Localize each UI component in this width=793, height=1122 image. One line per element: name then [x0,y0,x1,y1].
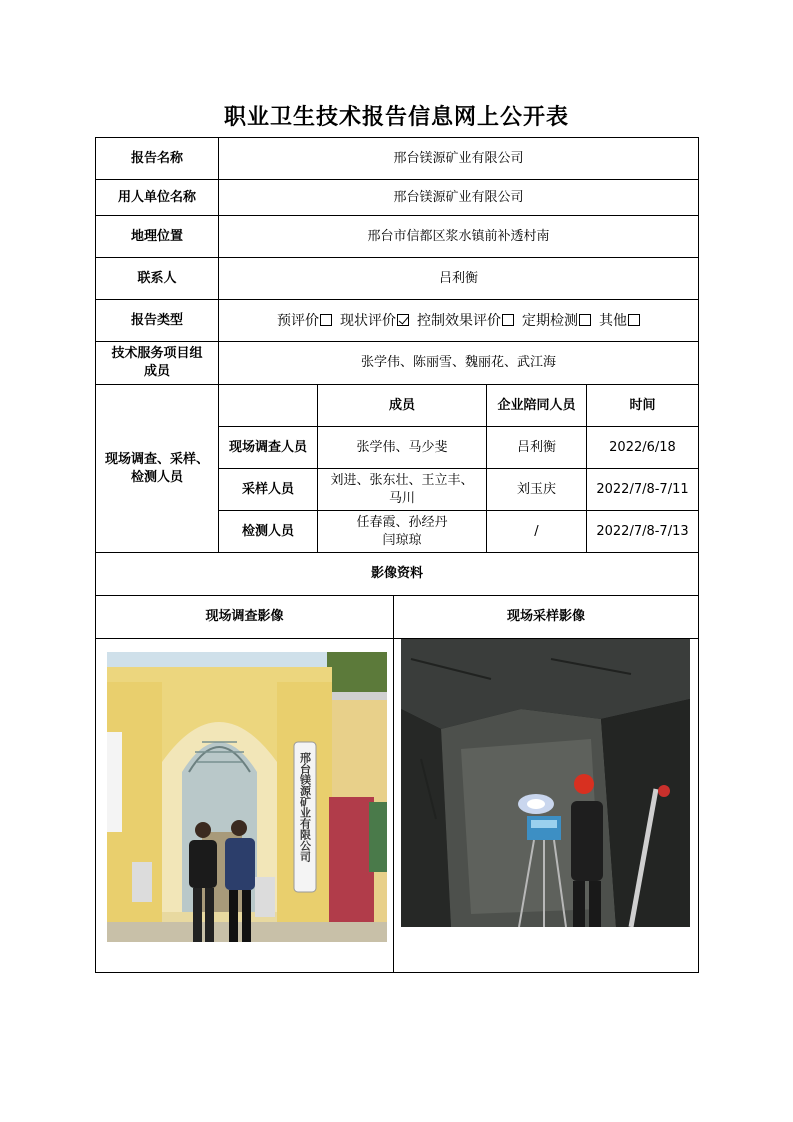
checkbox-icon [502,314,514,326]
sampling-role: 采样人员 [241,481,294,497]
testing-members [318,511,486,552]
contact-value: 吕利衡 [438,270,478,286]
team-label-line1: 技术服务项目组 [111,346,203,361]
employer-value: 邢台镁源矿业有限公司 [393,189,524,205]
header-company: 企业陪同人员 [497,397,576,413]
team-label [96,342,218,384]
option-other [599,312,640,330]
survey-company: 吕利衡 [516,439,556,455]
header-members: 成员 [388,397,415,413]
testing-members-line2: 闫琼琼 [382,532,422,548]
survey-role: 现场调查人员 [228,439,307,455]
survey-members: 张学伟、马少斐 [356,439,448,455]
testing-time: 2022/7/8-7/13 [596,523,689,539]
option-label: 预评价 [277,312,319,329]
survey-time: 2022/6/18 [609,439,676,455]
sampling-members-line1: 刘进、张东壮、王立丰、 [330,472,474,488]
field-personnel-label [96,385,218,552]
report-type-options [219,300,698,341]
team-label-line2: 成员 [143,364,170,379]
team-value: 张学伟、陈丽雪、魏丽花、武江海 [360,355,556,370]
option-label: 定期检测 [522,312,578,329]
field-label-line1: 现场调查、采样、 [104,451,209,467]
sampling-members-line2: 马川 [388,490,415,506]
testing-role: 检测人员 [241,523,294,539]
checkbox-icon [628,314,640,326]
option-pre-evaluation [277,312,340,330]
report-type-label: 报告类型 [130,312,183,328]
contact-label: 联系人 [137,270,177,286]
option-label: 控制效果评价 [417,312,501,329]
testing-company: / [534,523,539,539]
table-border-bottom [95,972,699,973]
report-name-label: 报告名称 [130,150,183,166]
checked-box-icon [397,314,409,326]
checkbox-icon [320,314,332,326]
testing-members-line1: 任春霞、孙经丹 [356,514,448,530]
option-periodic-test [522,312,599,330]
table-border-right [698,137,699,973]
option-label: 现状评价 [340,312,396,329]
gate-sign-text: 邢台镁源矿业有限公司 [298,752,312,862]
header-time: 时间 [629,397,656,413]
images-section-label: 影像资料 [370,566,423,581]
sampling-images-label: 现场采样影像 [506,609,585,624]
checkbox-icon [579,314,591,326]
employer-label: 用人单位名称 [117,189,196,205]
site-survey-photo [107,652,387,942]
page-title: 职业卫生技术报告信息网上公开表 [223,104,569,130]
location-value: 邢台市信都区浆水镇前补透村南 [367,228,550,244]
field-label-line2: 检测人员 [130,469,183,485]
option-label: 其他 [599,312,627,329]
report-name-value: 邢台镁源矿业有限公司 [393,150,524,166]
col-divider [393,595,394,973]
option-status-evaluation [340,312,417,330]
location-label: 地理位置 [130,228,183,244]
sampling-time: 2022/7/8-7/11 [596,481,689,497]
sampling-company: 刘玉庆 [516,481,556,497]
survey-images-label: 现场调查影像 [205,609,284,624]
site-sampling-photo [401,639,690,927]
option-control-effect [417,312,522,330]
sampling-members [318,469,486,510]
